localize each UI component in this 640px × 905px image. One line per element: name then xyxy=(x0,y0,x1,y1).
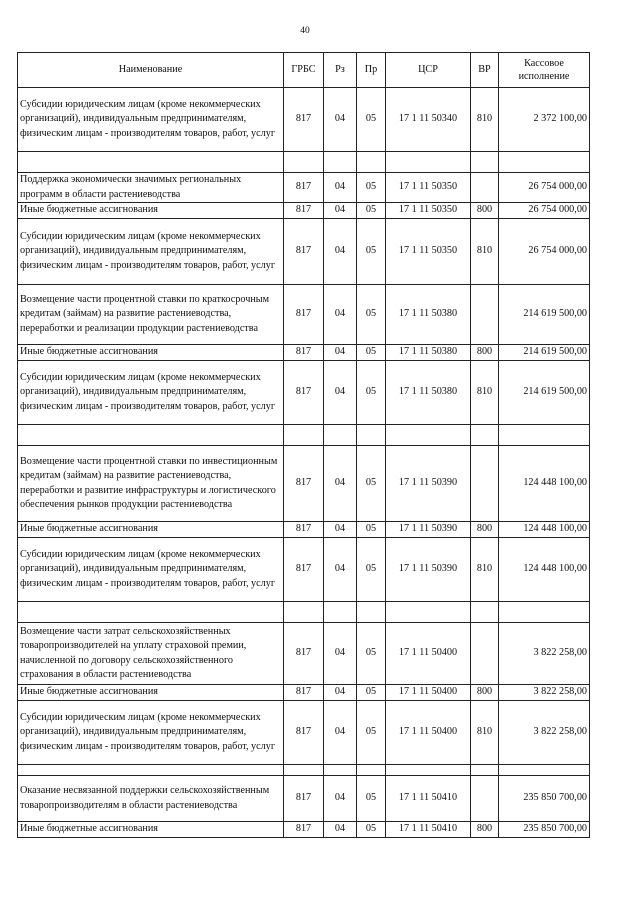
cell-csr: 17 1 11 50400 xyxy=(386,685,471,701)
cell-name: Поддержка экономически значимых региональных программ в области растениеводства xyxy=(18,173,284,203)
cell-csr: 17 1 11 50390 xyxy=(386,522,471,538)
cell-amount: 124 448 100,00 xyxy=(499,446,590,522)
cell-rz: 04 xyxy=(324,345,357,361)
table-row xyxy=(18,685,590,701)
cell-grbs: 817 xyxy=(284,822,324,838)
cell-vr: 800 xyxy=(471,822,499,838)
cell-pr: 05 xyxy=(357,285,386,345)
cell-amount: 26 754 000,00 xyxy=(499,173,590,203)
cell-amount: 124 448 100,00 xyxy=(499,538,590,602)
cell-amount: 3 822 258,00 xyxy=(499,685,590,701)
cell-vr: 810 xyxy=(471,219,499,285)
cell-rz: 04 xyxy=(324,219,357,285)
table-row xyxy=(18,345,590,361)
cell-grbs: 817 xyxy=(284,219,324,285)
cell-rz: 04 xyxy=(324,822,357,838)
cell-vr xyxy=(471,776,499,822)
table-row xyxy=(18,538,590,602)
cell-amount: 214 619 500,00 xyxy=(499,345,590,361)
cell-pr: 05 xyxy=(357,685,386,701)
cell-pr: 05 xyxy=(357,701,386,765)
cell-grbs: 817 xyxy=(284,285,324,345)
cell-csr: 17 1 11 50350 xyxy=(386,203,471,219)
table-row xyxy=(18,219,590,285)
cell-csr: 17 1 11 50380 xyxy=(386,361,471,425)
cell-csr: 17 1 11 50400 xyxy=(386,623,471,685)
cell-rz: 04 xyxy=(324,446,357,522)
cell-csr: 17 1 11 50390 xyxy=(386,538,471,602)
cell-vr: 800 xyxy=(471,685,499,701)
header-grbs: ГРБС xyxy=(284,53,324,88)
cell-pr: 05 xyxy=(357,88,386,152)
cell-rz: 04 xyxy=(324,203,357,219)
table-spacer-row xyxy=(18,602,590,623)
cell-rz: 04 xyxy=(324,285,357,345)
cell-rz: 04 xyxy=(324,173,357,203)
cell-csr: 17 1 11 50350 xyxy=(386,219,471,285)
cell-name: Иные бюджетные ассигнования xyxy=(18,685,284,701)
table-spacer-row xyxy=(18,425,590,446)
table-row xyxy=(18,88,590,152)
cell-pr: 05 xyxy=(357,822,386,838)
cell-name: Субсидии юридическим лицам (кроме некоммерческих организаций), индивидуальным предпринимателям, физическим лицам - производителям товаров, работ, услуг xyxy=(18,219,284,285)
cell-amount: 3 822 258,00 xyxy=(499,701,590,765)
header-rz: Рз xyxy=(324,53,357,88)
cell-amount: 214 619 500,00 xyxy=(499,285,590,345)
cell-csr: 17 1 11 50410 xyxy=(386,822,471,838)
cell-vr: 810 xyxy=(471,88,499,152)
cell-amount: 235 850 700,00 xyxy=(499,822,590,838)
table-row xyxy=(18,522,590,538)
cell-grbs: 817 xyxy=(284,88,324,152)
cell-csr: 17 1 11 50410 xyxy=(386,776,471,822)
cell-amount: 26 754 000,00 xyxy=(499,219,590,285)
cell-vr xyxy=(471,446,499,522)
cell-vr: 810 xyxy=(471,361,499,425)
cell-amount: 3 822 258,00 xyxy=(499,623,590,685)
cell-grbs: 817 xyxy=(284,701,324,765)
cell-name: Иные бюджетные ассигнования xyxy=(18,203,284,219)
table-row xyxy=(18,285,590,345)
cell-pr: 05 xyxy=(357,776,386,822)
cell-pr: 05 xyxy=(357,538,386,602)
header-vr: ВР xyxy=(471,53,499,88)
cell-csr: 17 1 11 50380 xyxy=(386,285,471,345)
cell-name: Возмещение части процентной ставки по краткосрочным кредитам (займам) на развитие растениеводства, переработки и реализации продукции растениеводства xyxy=(18,285,284,345)
cell-name: Субсидии юридическим лицам (кроме некоммерческих организаций), индивидуальным предпринимателям, физическим лицам - производителям товаров, работ, услуг xyxy=(18,88,284,152)
cell-name: Возмещение части процентной ставки по инвестиционным кредитам (займам) на развитие растениеводства, переработки и развитие инфраструктуры и логистического обеспечения рынков продукции растениеводства xyxy=(18,446,284,522)
cell-grbs: 817 xyxy=(284,623,324,685)
cell-rz: 04 xyxy=(324,361,357,425)
cell-rz: 04 xyxy=(324,522,357,538)
table-row xyxy=(18,701,590,765)
cell-amount: 124 448 100,00 xyxy=(499,522,590,538)
cell-rz: 04 xyxy=(324,623,357,685)
cell-grbs: 817 xyxy=(284,685,324,701)
table-row xyxy=(18,776,590,822)
cell-rz: 04 xyxy=(324,701,357,765)
cell-pr: 05 xyxy=(357,361,386,425)
budget-table xyxy=(17,52,590,838)
cell-name: Иные бюджетные ассигнования xyxy=(18,522,284,538)
cell-grbs: 817 xyxy=(284,173,324,203)
cell-rz: 04 xyxy=(324,685,357,701)
cell-csr: 17 1 11 50340 xyxy=(386,88,471,152)
cell-grbs: 817 xyxy=(284,345,324,361)
table-row xyxy=(18,822,590,838)
cell-pr: 05 xyxy=(357,623,386,685)
cell-rz: 04 xyxy=(324,776,357,822)
cell-vr xyxy=(471,285,499,345)
cell-name: Субсидии юридическим лицам (кроме некоммерческих организаций), индивидуальным предпринимателям, физическим лицам - производителям товаров, работ, услуг xyxy=(18,361,284,425)
cell-amount: 26 754 000,00 xyxy=(499,203,590,219)
header-csr: ЦСР xyxy=(386,53,471,88)
table-spacer-row xyxy=(18,765,590,776)
table-spacer-row xyxy=(18,152,590,173)
table-row xyxy=(18,203,590,219)
page-number: 40 xyxy=(300,26,310,36)
cell-vr: 800 xyxy=(471,522,499,538)
cell-name: Субсидии юридическим лицам (кроме некоммерческих организаций), индивидуальным предпринимателям, физическим лицам - производителям товаров, работ, услуг xyxy=(18,701,284,765)
header-name: Наименование xyxy=(18,53,284,88)
header-amount: Кассовое исполнение xyxy=(499,53,590,88)
table-header-row xyxy=(18,53,590,88)
cell-vr: 810 xyxy=(471,701,499,765)
cell-amount: 2 372 100,00 xyxy=(499,88,590,152)
cell-name: Оказание несвязанной поддержки сельскохозяйственным товаропроизводителям в области растениеводства xyxy=(18,776,284,822)
cell-csr: 17 1 11 50400 xyxy=(386,701,471,765)
cell-grbs: 817 xyxy=(284,522,324,538)
cell-pr: 05 xyxy=(357,522,386,538)
cell-vr xyxy=(471,623,499,685)
table-row xyxy=(18,361,590,425)
cell-grbs: 817 xyxy=(284,203,324,219)
cell-pr: 05 xyxy=(357,446,386,522)
cell-name: Иные бюджетные ассигнования xyxy=(18,822,284,838)
cell-grbs: 817 xyxy=(284,361,324,425)
cell-pr: 05 xyxy=(357,345,386,361)
cell-name: Иные бюджетные ассигнования xyxy=(18,345,284,361)
cell-vr: 810 xyxy=(471,538,499,602)
cell-name: Возмещение части затрат сельскохозяйственных товаропроизводителей на уплату страховой премии, начисленной по договору сельскохозяйственного страхования в области растениеводства xyxy=(18,623,284,685)
table-row xyxy=(18,446,590,522)
cell-vr: 800 xyxy=(471,203,499,219)
cell-grbs: 817 xyxy=(284,538,324,602)
cell-csr: 17 1 11 50390 xyxy=(386,446,471,522)
cell-grbs: 817 xyxy=(284,446,324,522)
table-row xyxy=(18,173,590,203)
cell-pr: 05 xyxy=(357,219,386,285)
cell-grbs: 817 xyxy=(284,776,324,822)
cell-rz: 04 xyxy=(324,538,357,602)
cell-csr: 17 1 11 50350 xyxy=(386,173,471,203)
table-row xyxy=(18,623,590,685)
cell-amount: 235 850 700,00 xyxy=(499,776,590,822)
header-pr: Пр xyxy=(357,53,386,88)
cell-pr: 05 xyxy=(357,203,386,219)
cell-amount: 214 619 500,00 xyxy=(499,361,590,425)
cell-name: Субсидии юридическим лицам (кроме некоммерческих организаций), индивидуальным предпринимателям, физическим лицам - производителям товаров, работ, услуг xyxy=(18,538,284,602)
cell-vr: 800 xyxy=(471,345,499,361)
cell-csr: 17 1 11 50380 xyxy=(386,345,471,361)
cell-rz: 04 xyxy=(324,88,357,152)
cell-pr: 05 xyxy=(357,173,386,203)
cell-vr xyxy=(471,173,499,203)
